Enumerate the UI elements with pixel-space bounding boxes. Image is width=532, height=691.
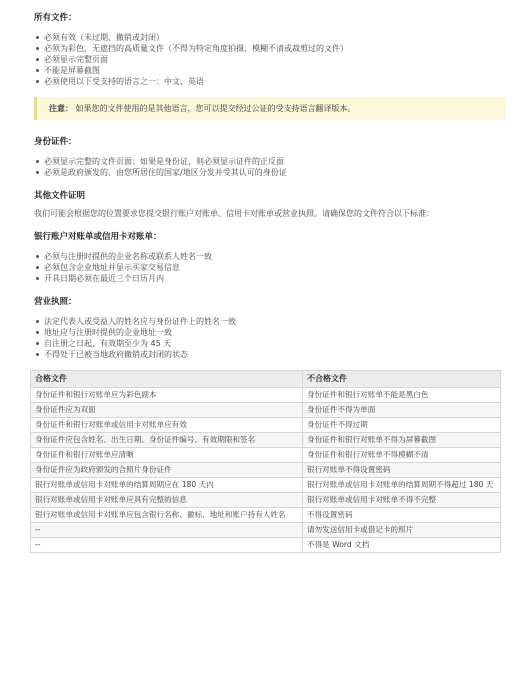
header-acceptable: 合格文件 (31, 371, 303, 388)
table-row (31, 523, 501, 538)
business-license-list (34, 316, 506, 360)
table-row (31, 493, 501, 508)
list-item: 必须包含企业地址并显示买家交易信息 (44, 262, 506, 273)
table-cell: 身份证件和银行对账单应清晰 (31, 448, 303, 463)
bank-statements-list (34, 251, 506, 284)
table-cell: -- (31, 523, 303, 538)
clipped-header-fragment (0, 0, 532, 6)
list-item: 开具日期必须在最近三个日历月内 (44, 273, 506, 284)
table-cell: 不得设置密码 (303, 508, 501, 523)
table-cell: 请勿发送信用卡或借记卡的照片 (303, 523, 501, 538)
list-item: 必须为彩色、无遮挡的高质量文件（不得为特定角度拍摄、模糊不清或裁剪过的文件） (44, 43, 506, 54)
document-body (34, 12, 506, 553)
other-docs-heading: 其他文件证明 (34, 191, 86, 201)
table-cell: 身份证件应包含姓名、出生日期、身份证件编号、有效期限和签名 (31, 433, 303, 448)
table-cell: 身份证件和银行对账单应为彩色副本 (31, 388, 303, 403)
id-docs-section (34, 136, 506, 178)
table-cell: 身份证件和银行对账单不能是黑白色 (303, 388, 501, 403)
list-item: 自注册之日起，有效期至少为 45 天 (44, 338, 506, 349)
comparison-table-wrapper (34, 370, 506, 553)
list-item: 地址应与注册时提供的企业地址一致 (44, 327, 506, 338)
list-item: 必须是政府颁发的、由您所居住的国家/地区分发并受其认可的身份证 (44, 167, 506, 178)
note-text: 如果您的文件使用的是其他语言，您可以提交经过公证的受支持语言翻译版本。 (75, 104, 356, 113)
other-docs-description: 我们可能会根据您的位置要求您提交银行账户对账单、信用卡对账单或营业执照。请确保您的文件符合以下标准： (34, 209, 434, 218)
table-cell: 身份证件不得为单面 (303, 403, 501, 418)
business-license-heading: 营业执照： (34, 297, 77, 307)
table-cell: 银行对账单不得设置密码 (303, 463, 501, 478)
comparison-table (30, 370, 501, 553)
table-row (31, 448, 501, 463)
table-cell: 身份证件应为双面 (31, 403, 303, 418)
bank-statements-heading: 银行账户对账单或信用卡对账单： (34, 232, 162, 242)
header-unacceptable: 不合格文件 (303, 371, 501, 388)
list-item: 必须显示完整页面 (44, 54, 506, 65)
list-item: 法定代表人或受益人的姓名应与身份证件上的姓名一致 (44, 316, 506, 327)
table-row (31, 433, 501, 448)
table-cell: 身份证件应为政府颁发的合照片身份证件 (31, 463, 303, 478)
all-files-section (34, 12, 506, 120)
id-docs-heading: 身份证件： (34, 137, 77, 147)
list-item: 不能是屏幕截图 (44, 65, 506, 76)
table-header-row (31, 371, 501, 388)
language-note (34, 97, 506, 120)
all-files-list (34, 32, 506, 87)
table-cell: 身份证件不得过期 (303, 418, 501, 433)
table-cell: 银行对账单或信用卡对账单的结算周期应在 180 天内 (31, 478, 303, 493)
business-license-section (34, 296, 506, 360)
list-item: 必须与注册时提供的企业名称或联系人姓名一致 (44, 251, 506, 262)
other-docs-section (34, 190, 506, 219)
table-cell: 身份证件和银行对账单不得为屏幕截图 (303, 433, 501, 448)
list-item: 必须显示完整的文件页面；如果是身份证，则必须显示证件的正反面 (44, 156, 506, 167)
all-files-heading: 所有文件： (34, 13, 77, 23)
list-item: 必须有效（未过期、撤销或封闭） (44, 32, 506, 43)
note-label: 注意： (49, 104, 73, 113)
table-cell: 银行对账单或信用卡对账单应包含银行名称、徽标、地址和账户持有人姓名 (31, 508, 303, 523)
table-cell: 银行对账单或信用卡对账单不得不完整 (303, 493, 501, 508)
table-row (31, 478, 501, 493)
table-cell: 银行对账单或信用卡对账单应具有完整的信息 (31, 493, 303, 508)
bank-statements-section (34, 231, 506, 284)
table-cell: -- (31, 538, 303, 553)
table-row (31, 463, 501, 478)
table-row (31, 403, 501, 418)
table-cell: 身份证件和银行对账单或信用卡对账单应有效 (31, 418, 303, 433)
table-row (31, 388, 501, 403)
table-cell: 不得是 Word 文档 (303, 538, 501, 553)
id-docs-list (34, 156, 506, 178)
table-cell: 银行对账单或信用卡对账单的结算周期不得超过 180 天 (303, 478, 501, 493)
table-row (31, 418, 501, 433)
list-item: 必须使用以下受支持的语言之一：中文、英语 (44, 76, 506, 87)
table-row (31, 508, 501, 523)
table-cell: 身份证件和银行对账单不得模糊不清 (303, 448, 501, 463)
list-item: 不得处于已被当地政府撤销或封闭的状态 (44, 349, 506, 360)
table-row (31, 538, 501, 553)
